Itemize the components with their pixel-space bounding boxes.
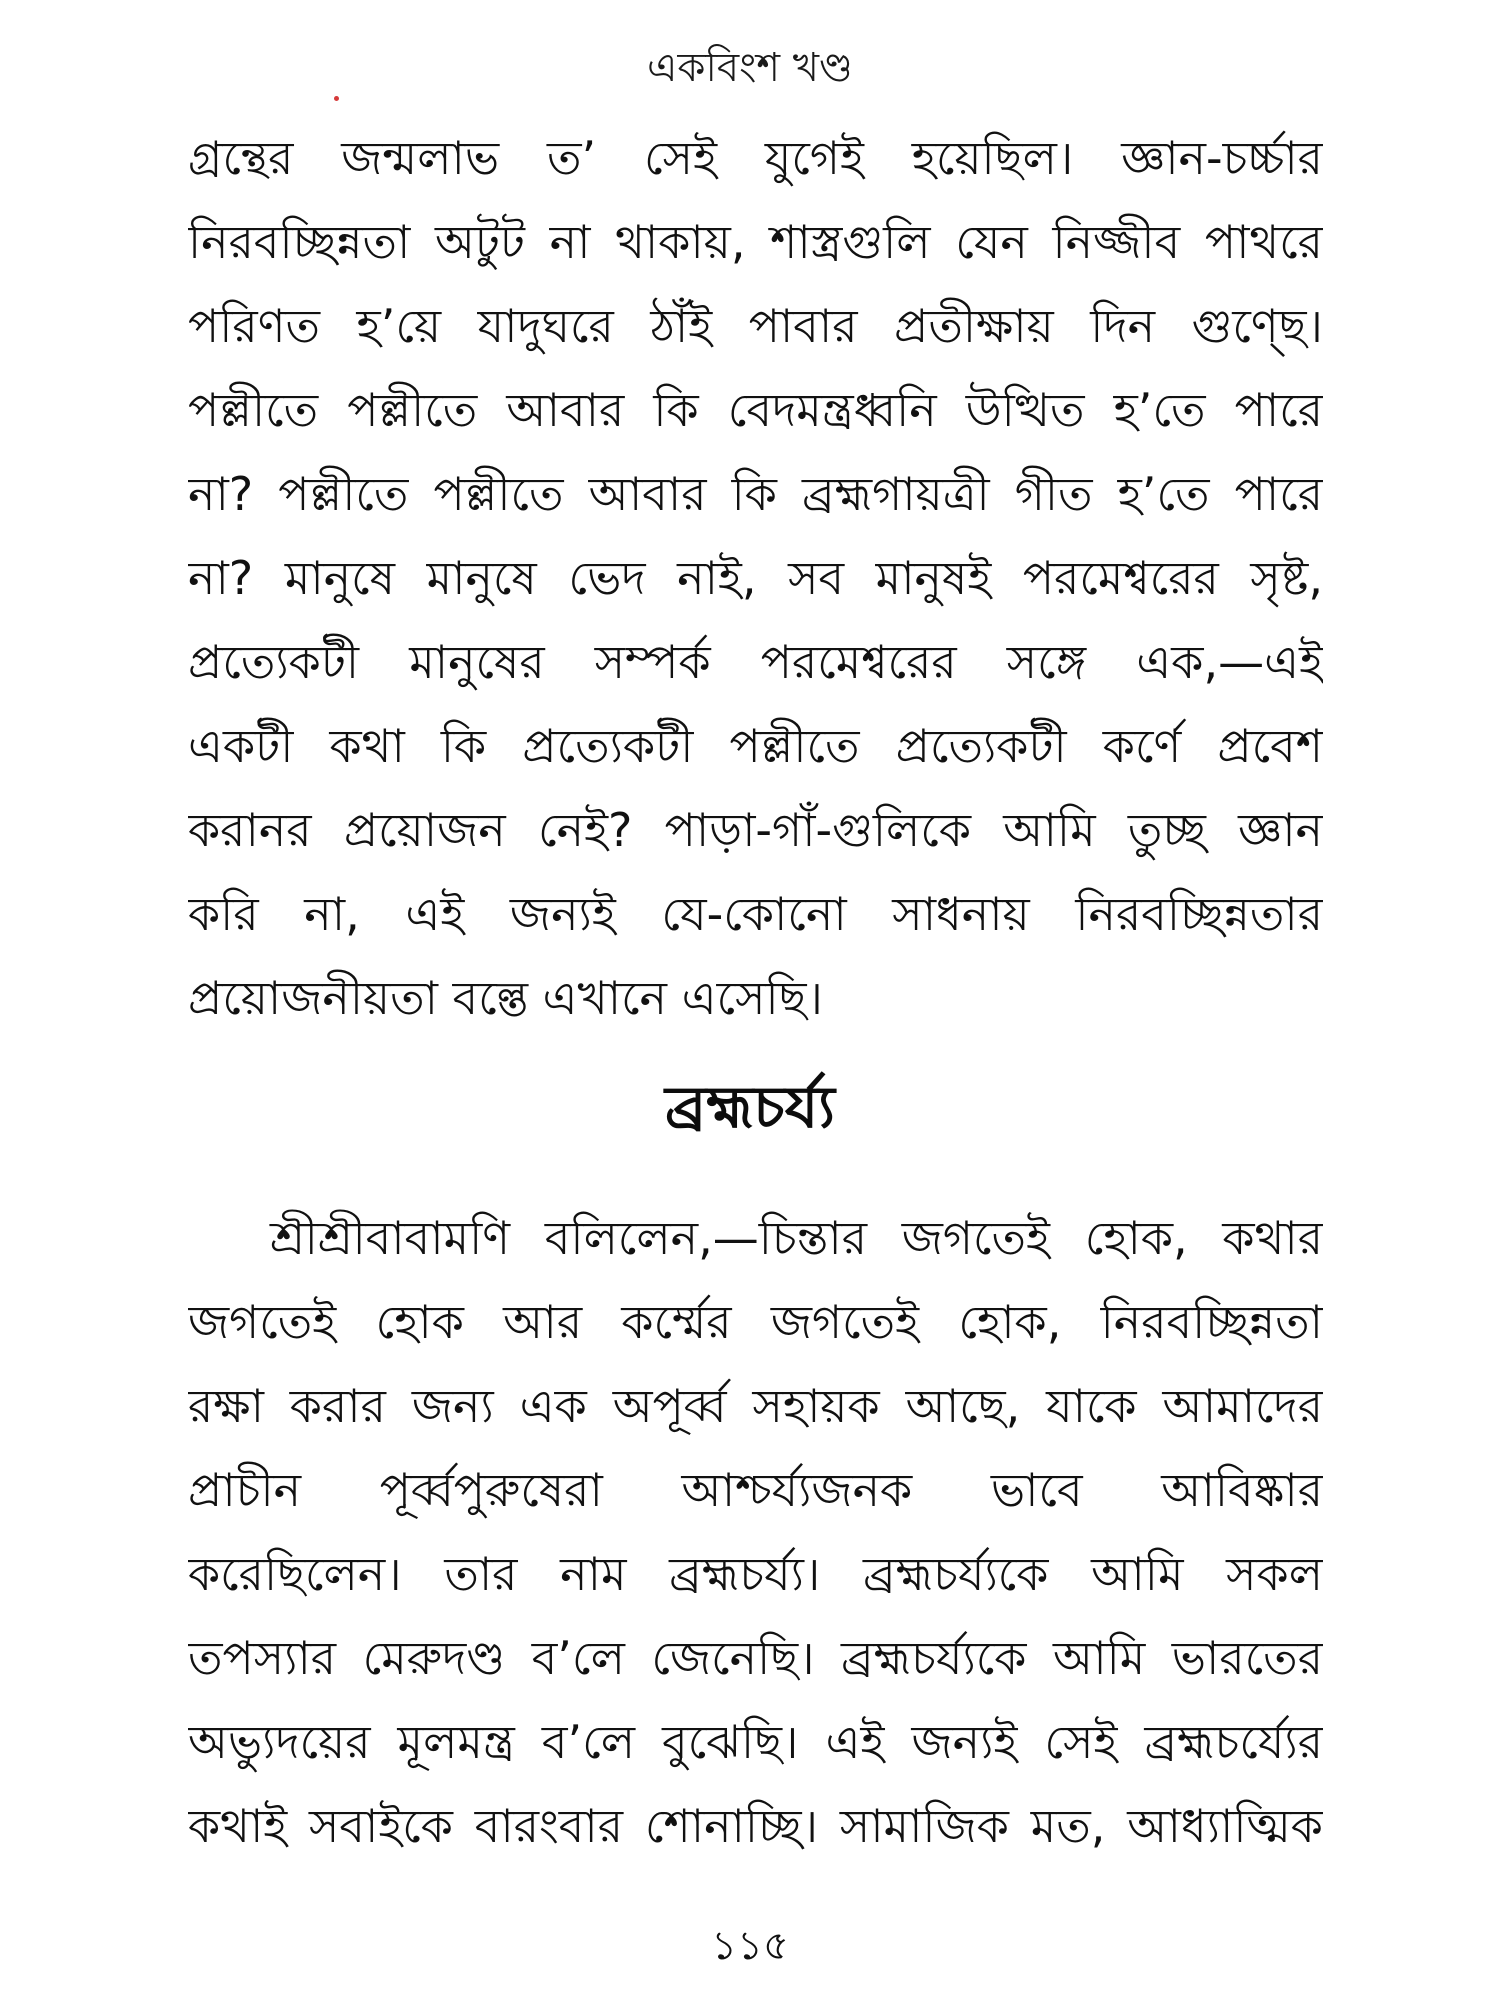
text-line: করানর প্রয়োজন নেই? পাড়া-গাঁ-গুলিকে আমি তুচ্ছ জ্ঞান [188,803,1323,857]
text-line: পরিণত হ’য়ে যাদুঘরে ঠাঁই পাবার প্রতীক্ষায় দিন গুণ্ছে। [188,299,1323,353]
section-title: ব্রহ্মচর্য্য [665,1073,835,1141]
text-line: না? পল্লীতে পল্লীতে আবার কি ব্রহ্মগায়ত্রী গীত হ’তে পারে [188,467,1323,521]
text-line: পল্লীতে পল্লীতে আবার কি বেদমন্ত্রধ্বনি উত্থিত হ’তে পারে [188,383,1323,437]
page-number: ১১৫ [711,1923,789,1969]
text-line: শ্রীশ্রীবাবামণি বলিলেন,—চিন্তার জগতেই হোক, কথার [270,1211,1323,1265]
text-line: জগতেই হোক আর কর্ম্মের জগতেই হোক, নিরবচ্ছিন্নতা [188,1295,1323,1349]
text-line: প্রত্যেকটী মানুষের সম্পর্ক পরমেশ্বরের সঙ্গে এক,—এই [188,635,1323,689]
text-line: করি না, এই জন্যই যে-কোনো সাধনায় নিরবচ্ছিন্নতার [188,887,1323,941]
text-line: গ্রন্থের জন্মলাভ ত’ সেই যুগেই হয়েছিল। জ্ঞান-চর্চ্চার [188,131,1323,185]
text-line: করেছিলেন। তার নাম ব্রহ্মচর্য্য। ব্রহ্মচর্য্যকে আমি সকল [188,1547,1323,1601]
body-paragraph-2 [188,1196,1323,1868]
body-paragraph-1 [188,116,1323,1040]
text-line: একটী কথা কি প্রত্যেকটী পল্লীতে প্রত্যেকটী কর্ণে প্রবেশ [188,719,1323,773]
ink-speck [334,96,339,101]
running-header: একবিংশ খণ্ড [647,45,853,91]
text-line: প্রাচীন পূর্ব্বপুরুষেরা আশ্চর্য্যজনক ভাবে আবিষ্কার [188,1463,1323,1517]
text-line: কথাই সবাইকে বারংবার শোনাচ্ছি। সামাজিক মত, আধ্যাত্মিক [188,1799,1323,1853]
text-line: অভ্যুদয়ের মূলমন্ত্র ব’লে বুঝেছি। এই জন্যই সেই ব্রহ্মচর্য্যের [188,1715,1323,1769]
text-line: না? মানুষে মানুষে ভেদ নাই, সব মানুষই পরমেশ্বরের সৃষ্ট, [188,551,1323,605]
text-line: নিরবচ্ছিন্নতা অটুট না থাকায়, শাস্ত্রগুলি যেন নিজ্জীব পাথরে [188,215,1323,269]
text-line: রক্ষা করার জন্য এক অপূর্ব্ব সহায়ক আছে, যাকে আমাদের [188,1379,1323,1433]
text-line: প্রয়োজনীয়তা বল্তে এখানে এসেছি। [188,971,823,1025]
text-line: তপস্যার মেরুদণ্ড ব’লে জেনেছি। ব্রহ্মচর্য্যকে আমি ভারতের [188,1631,1323,1685]
